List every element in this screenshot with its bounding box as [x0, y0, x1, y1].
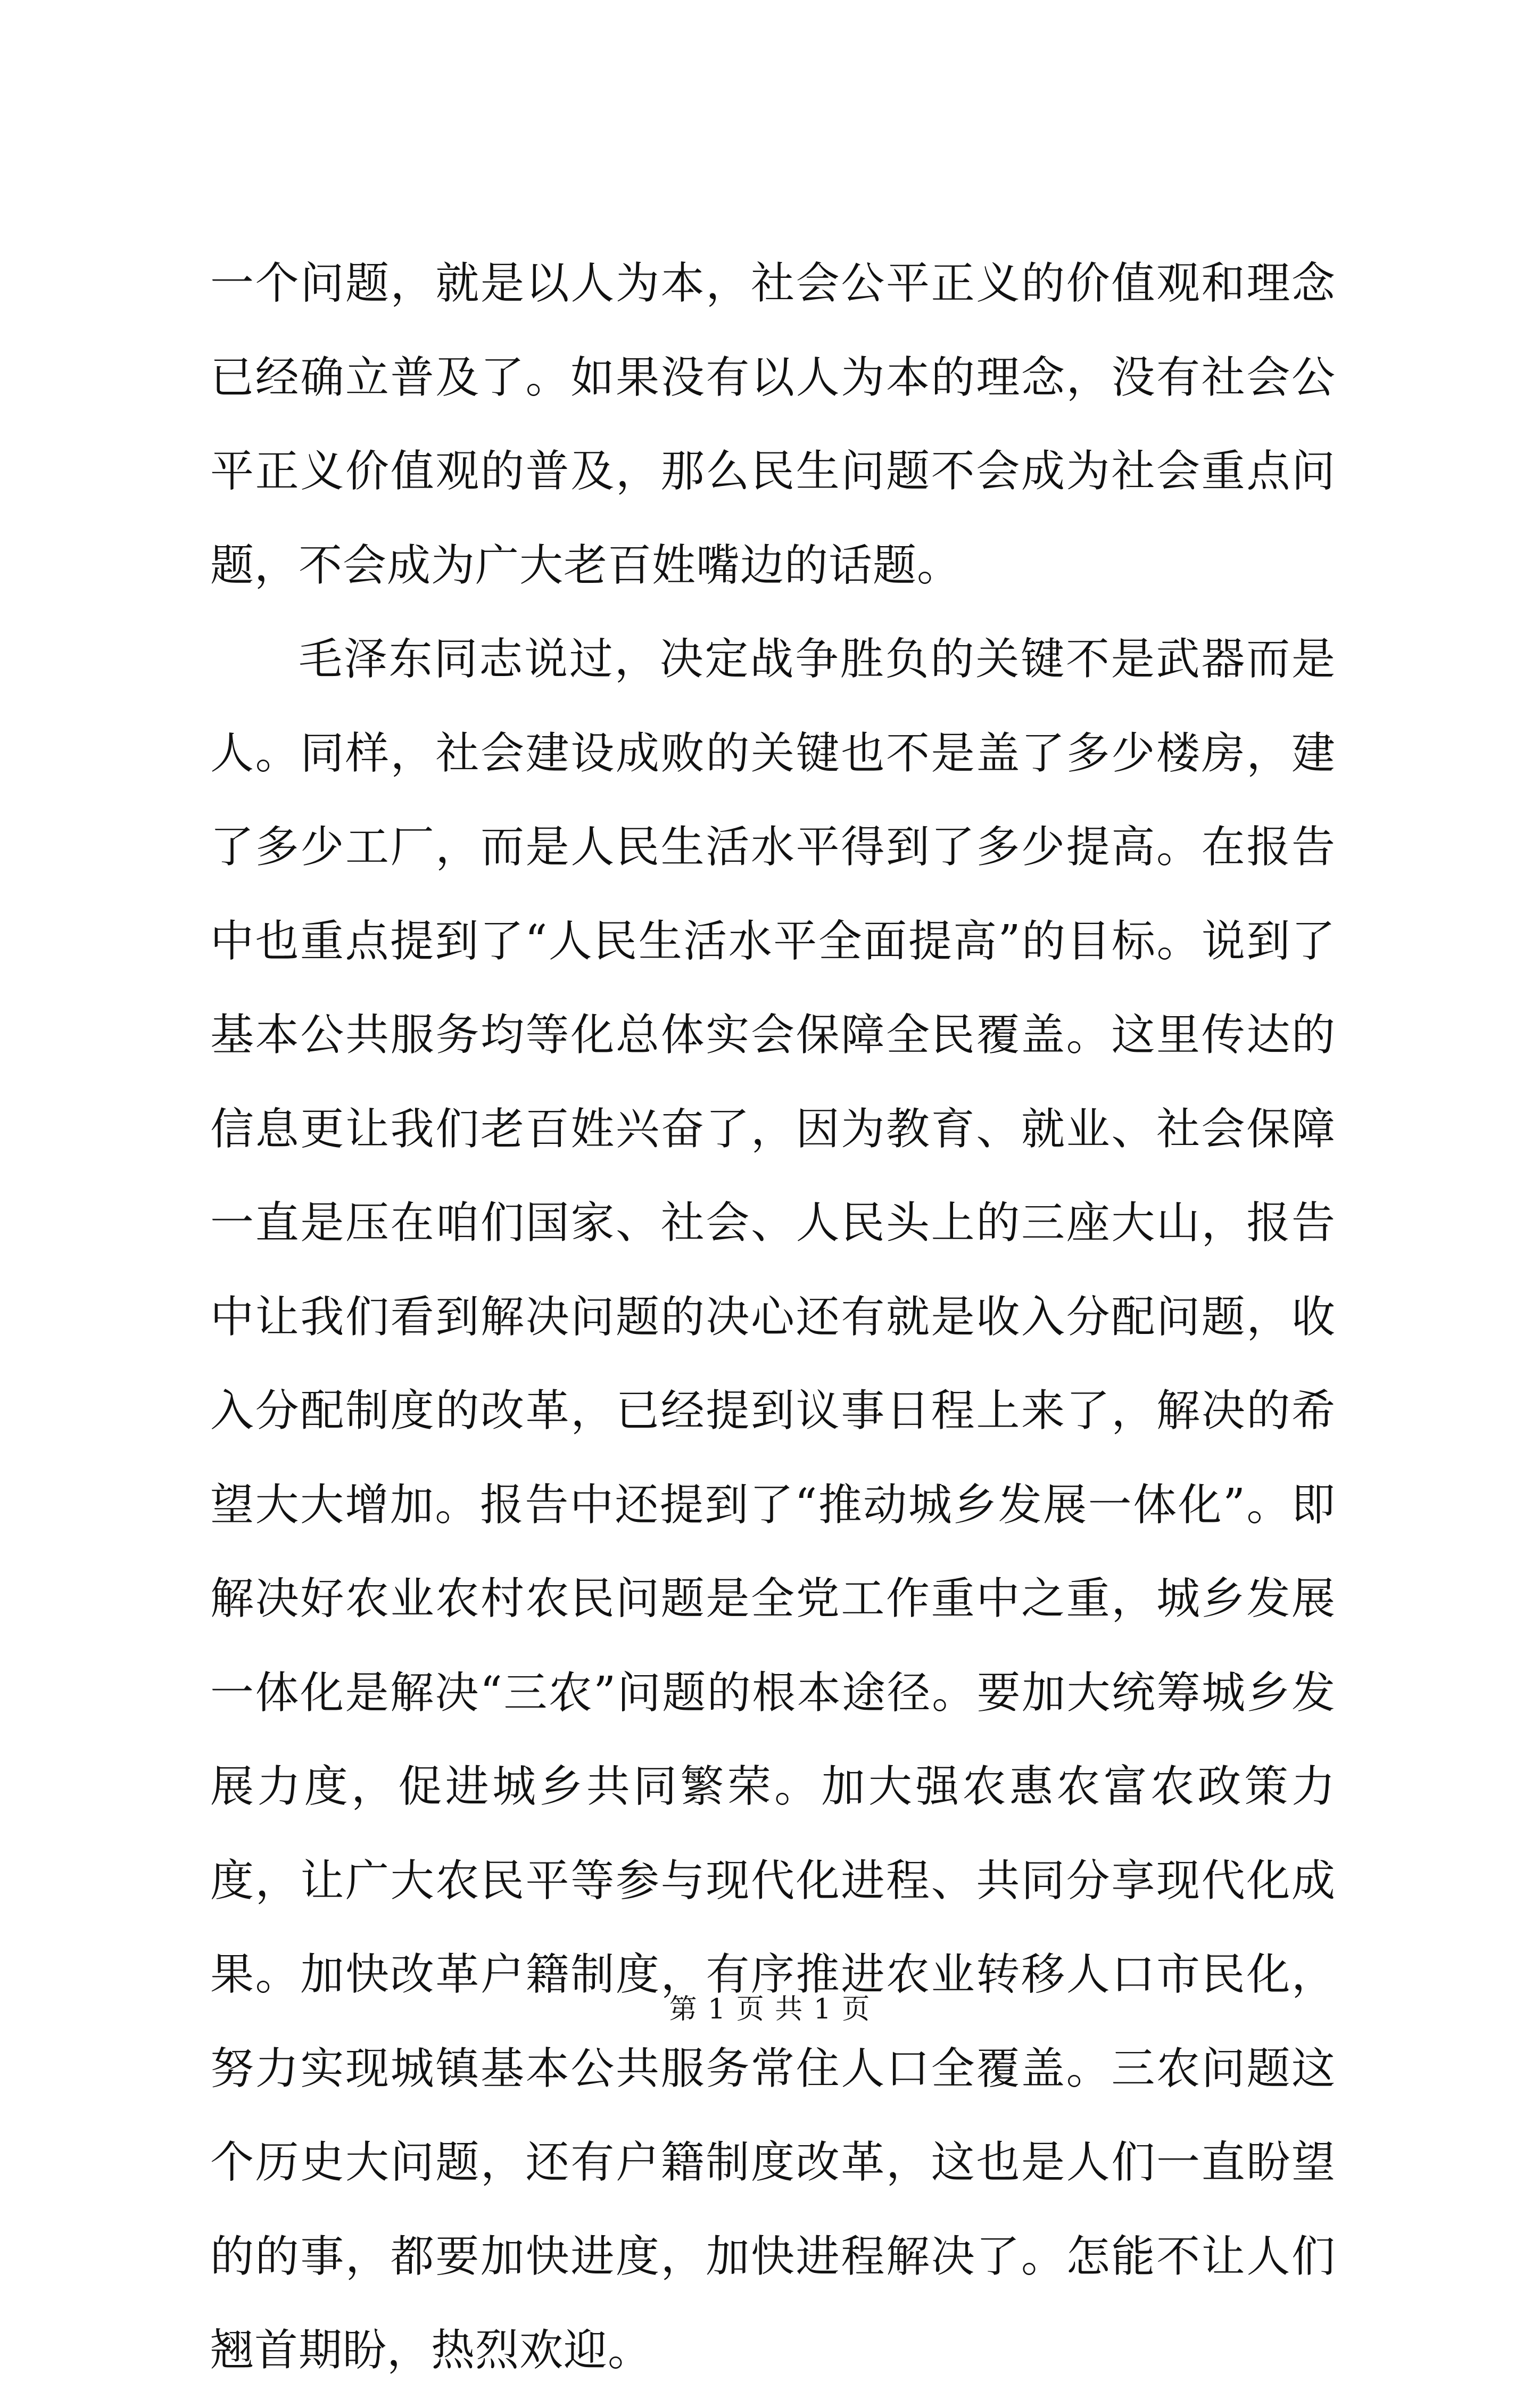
document-body	[210, 237, 1336, 2398]
page-footer: 第 1 页 共 1 页	[669, 1993, 871, 2025]
paragraph-2: 毛泽东同志说过，决定战争胜负的关键不是武器而是人。同样，社会建设成败的关键也不是盖了多少楼房，建了多少工厂，而是人民生活水平得到了多少提高。在报告中也重点提到了“人民生活水平全面提高”的目标。说到了基本公共服务均等化总体实会保障全民覆盖。这里传达的信息更让我们老百姓兴奋了，因为教育、就业、社会保障一直是压在咱们国家、社会、人民头上的三座大山，报告中让我们看到解决问题的决心还有就是收入分配问题，收入分配制度的改革，已经提到议事日程上来了，解决的希望大大增加。报告中还提到了“推动城乡发展一体化”。即解决好农业农村农民问题是全党工作重中之重，城乡发展一体化是解决“三农”问题的根本途径。要加大统筹城乡发展力度，促进城乡共同繁荣。加大强农惠农富农政策力度，让广大农民平等参与现代化进程、共同分享现代化成果。加快改革户籍制度，有序推进农业转移人口市民化，努力实现城镇基本公共服务常住人口全覆盖。三农问题这个历史大问题，还有户籍制度改革，这也是人们一直盼望的的事，都要加快进度，加快进程解决了。怎能不让人们翘首期盼，热烈欢迎。	[210, 634, 1336, 2376]
paragraph-1: 一个问题，就是以人为本，社会公平正义的价值观和理念已经确立普及了。如果没有以人为本的理念，没有社会公平正义价值观的普及，那么民生问题不会成为社会重点问题，不会成为广大老百姓嘴边的话题。	[210, 258, 1336, 591]
